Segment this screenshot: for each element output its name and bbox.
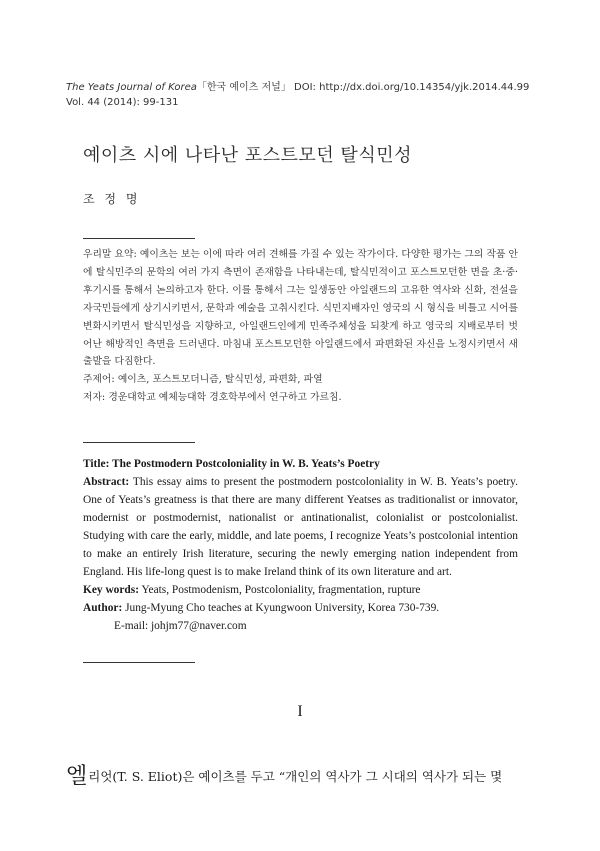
korean-abstract-body <box>83 246 518 371</box>
author-email[interactable]: E-mail: johjm77@naver.com <box>114 620 247 632</box>
english-abstract <box>83 455 518 635</box>
divider-middle <box>83 442 195 443</box>
english-author-label: Author: <box>83 602 123 614</box>
paper-title: 예이츠 시에 나타난 포스트모던 탈식민성 <box>83 145 412 166</box>
english-author-text: Jung-Myung Cho teaches at Kyungwoon University, Korea 730-739. <box>125 602 440 614</box>
english-abstract-text: This essay aims to present the postmodern postcoloniality in W. B. Yeats’s poetry. One of Yeats’s greatness is that there are many different Yeatses as traditionalist or innovator, modernist or postmodernist, nationalist or antinationalist, colonialist or postcolonialist. Studying with care the early, middle, and late poems, I recognize Yeats’s postcolonial intention to make an entirely Irish literature, securing the newly emerging nation independent from England. His life-long quest is to make Ireland think of its own literature and art. <box>83 476 518 578</box>
english-title <box>83 455 518 473</box>
paper-author: 조 정 명 <box>83 192 141 206</box>
divider-bottom <box>83 662 195 663</box>
korean-author-text: 경운대학교 예체능대학 경호학부에서 연구하고 가르침. <box>108 392 342 404</box>
korean-author-label: 저자: <box>83 392 106 404</box>
journal-name: The Yeats Journal of Korea <box>66 82 197 93</box>
journal-citation-line <box>66 80 536 95</box>
body-text: 리엇(T. S. Eliot)은 예이츠를 두고 “개인의 역사가 그 시대의 역사가 되는 몇 <box>88 769 503 784</box>
english-keywords-text: Yeats, Postmodenism, Postcoloniality, fragmentation, rupture <box>141 584 421 596</box>
english-title-label: Title: <box>83 458 110 470</box>
english-abstract-body <box>83 473 518 581</box>
korean-abstract <box>83 246 518 407</box>
english-title-text: The Postmodern Postcoloniality in W. B. Yeats’s Poetry <box>112 458 380 470</box>
korean-keywords-text: 예이츠, 포스트모더니즘, 탈식민성, 파편화, 파열 <box>117 374 323 386</box>
drop-cap: 엘 <box>66 764 88 789</box>
doi-link[interactable]: DOI: http://dx.doi.org/10.14354/yjk.2014.44.99 <box>294 82 530 93</box>
korean-keywords-label: 주제어: <box>83 374 115 386</box>
journal-korean-name: 「한국 예이츠 저널」 <box>196 82 291 93</box>
english-keywords <box>83 581 518 599</box>
section-number: I <box>297 703 303 720</box>
korean-abstract-label: 우리말 요약: <box>83 249 137 260</box>
divider-top <box>83 238 195 239</box>
korean-abstract-text: 예이츠는 보는 이에 따라 여러 견해를 가질 수 있는 작가이다. 다양한 평가는 그의 작품 안에 탈식민주의 문학의 여러 가지 측면이 존재함을 나타내는데, 탈식민적이고 포스트모던한 면을 초·중·후기시를 통해서 논의하고자 한다. 이를 통해서 그는 일생동안 아일랜드의 고유한 역사와 신화, 전설을 자국민들에게 상기시키면서, 문학과 예술을 고취시킨다. 식민지배자인 영국의 시 형식을 비틀고 시어를 변화시키면서 탈식민성을 지향하고, 아일랜드인에게 민족주체성을 되찾게 하고 영국의 지배로부터 벗어난 해방적인 측면을 드러낸다. 마침내 포스트모던한 아일랜드에서 파편화된 자신을 노정시키면서 새 출발을 다짐한다. <box>83 249 518 368</box>
english-author <box>83 599 518 617</box>
body-first-line <box>66 759 526 790</box>
korean-keywords <box>83 371 518 389</box>
journal-header <box>66 80 536 110</box>
korean-author-info <box>83 389 518 407</box>
volume-info: Vol. 44 (2014): 99-131 <box>66 97 179 108</box>
english-abstract-label: Abstract: <box>83 476 130 488</box>
english-keywords-label: Key words: <box>83 584 139 596</box>
